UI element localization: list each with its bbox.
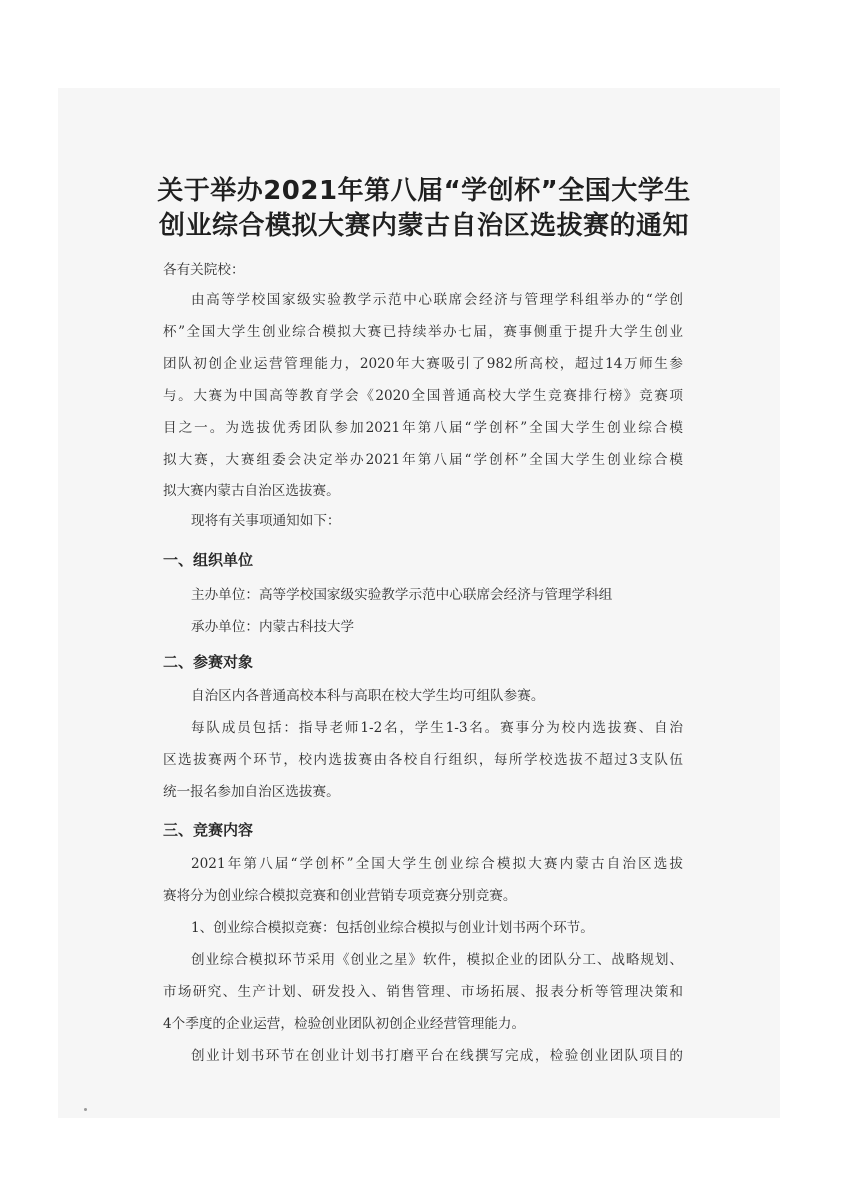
section-3-heading: 三、竞赛内容 [163, 821, 254, 839]
section-2-heading: 二、参赛对象 [163, 653, 254, 671]
document-title-line-2: 创业综合模拟大赛内蒙古自治区选拔赛的通知 [158, 211, 689, 241]
salutation: 各有关院校： [163, 262, 245, 278]
organizer-unit: 承办单位：内蒙古科技大学 [191, 619, 355, 635]
document-title-line-1: 关于举办2021年第八届“学创杯”全国大学生 [157, 176, 691, 206]
intro-line-5: 目之一。为选拔优秀团队参加2021年第八届“学创杯”全国大学生创业综合模 [163, 420, 683, 436]
host-unit: 主办单位：高等学校国家级实验教学示范中心联席会经济与管理学科组 [191, 587, 613, 603]
business-plan-line: 创业计划书环节在创业计划书打磨平台在线撰写完成，检验创业团队项目的 [191, 1048, 683, 1064]
intro-line-2: 杯”全国大学生创业综合模拟大赛已持续举办七届，赛事侧重于提升大学生创业 [163, 324, 683, 340]
team-line-1: 每队成员包括：指导老师1-2名，学生1-3名。赛事分为校内选拔赛、自治 [191, 720, 683, 736]
eligibility-line: 自治区内各普通高校本科与高职在校大学生均可组队参赛。 [191, 688, 545, 704]
simulation-line-1: 创业综合模拟环节采用《创业之星》软件，模拟企业的团队分工、战略规划、 [191, 952, 683, 968]
notice-line: 现将有关事项通知如下： [191, 513, 341, 529]
content-line-1: 2021年第八届“学创杯”全国大学生创业综合模拟大赛内蒙古自治区选拔 [191, 856, 683, 872]
team-line-2: 区选拔赛两个环节，校内选拔赛由各校自行组织，每所学校选拔不超过3支队伍 [163, 752, 683, 768]
content-line-2: 赛将分为创业综合模拟竞赛和创业营销专项竞赛分别竞赛。 [163, 888, 517, 904]
intro-line-6: 拟大赛，大赛组委会决定举办2021年第八届“学创杯”全国大学生创业综合模 [163, 452, 683, 468]
intro-line-3: 团队初创企业运营管理能力，2020年大赛吸引了982所高校，超过14万师生参 [163, 356, 683, 372]
simulation-line-3: 4个季度的企业运营，检验创业团队初创企业经营管理能力。 [163, 1016, 526, 1032]
simulation-line-2: 市场研究、生产计划、研发投入、销售管理、市场拓展、报表分析等管理决策和 [163, 984, 683, 1000]
team-line-3: 统一报名参加自治区选拔赛。 [163, 784, 340, 800]
intro-line-7: 拟大赛内蒙古自治区选拔赛。 [163, 483, 340, 499]
content-item-1: 1、创业综合模拟竞赛：包括创业综合模拟与创业计划书两个环节。 [191, 920, 594, 936]
intro-line-4: 与。大赛为中国高等教育学会《2020全国普通高校大学生竞赛排行榜》竞赛项 [163, 388, 683, 404]
intro-line-1: 由高等学校国家级实验教学示范中心联席会经济与管理学科组举办的“学创 [191, 292, 683, 308]
section-1-heading: 一、组织单位 [163, 551, 254, 569]
scan-speck [84, 1108, 87, 1111]
